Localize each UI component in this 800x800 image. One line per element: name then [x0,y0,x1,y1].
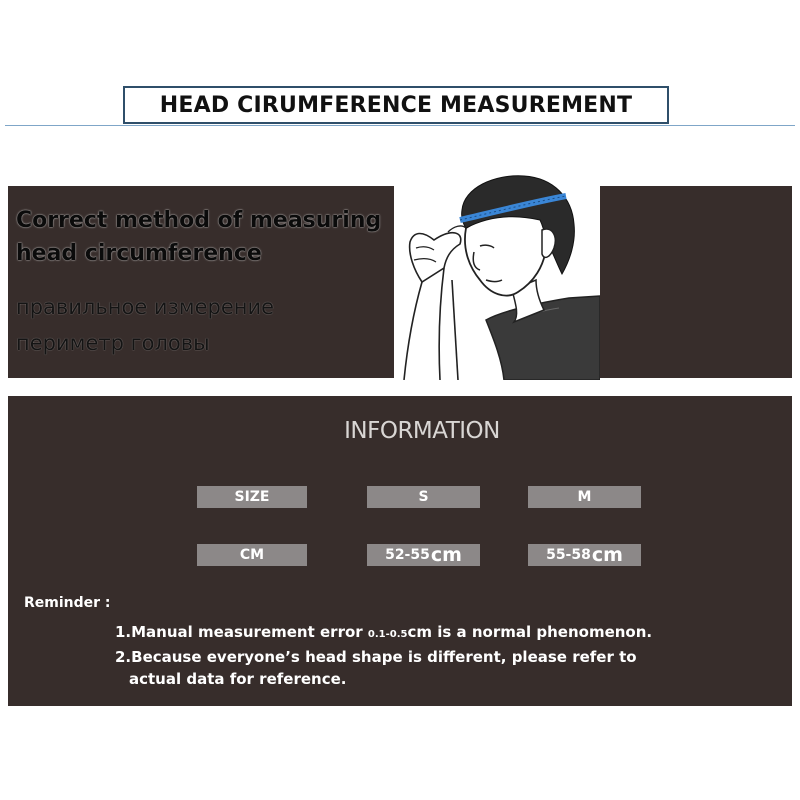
size-s-range-value: 52-55 [385,547,430,563]
method-russian-text [16,289,396,361]
size-s-cell: S [367,486,480,508]
size-s-range-unit: cm [430,544,462,566]
size-m-range-unit: cm [591,544,623,566]
method-panel-right [600,186,792,378]
method-english-line1: Correct method of measuring [16,208,382,233]
cm-header-cell: CM [197,544,307,566]
reminder-item-1 [115,623,652,641]
reminder-item-1-range: 0.1-0.5 [367,629,408,640]
reminder-item-1-suffix: cm is a normal phenomenon. [407,623,653,641]
reminder-item-2-line1: 2.Because everyone’s head shape is different, please refer to [115,648,637,666]
method-russian-line2: периметр головы [16,331,210,355]
reminder-item-1-prefix: 1.Manual measurement error [115,623,368,641]
page-title: HEAD CIRUMFERENCE MEASUREMENT [123,86,669,124]
information-title: INFORMATION [344,418,500,444]
size-s-range-cell [367,544,480,566]
size-header-cell: SIZE [197,486,307,508]
size-m-range-value: 55-58 [546,547,591,563]
reminder-label: Reminder : [24,595,111,611]
size-m-cell: M [528,486,641,508]
man-measuring-head-icon [394,170,600,380]
head-measure-illustration [394,170,600,380]
reminder-item-2-line2: actual data for reference. [129,670,347,688]
title-divider [5,125,795,126]
method-english-text [16,204,396,270]
size-m-range-cell [528,544,641,566]
method-russian-line1: правильное измерение [16,295,275,319]
method-english-line2: head circumference [16,241,262,266]
